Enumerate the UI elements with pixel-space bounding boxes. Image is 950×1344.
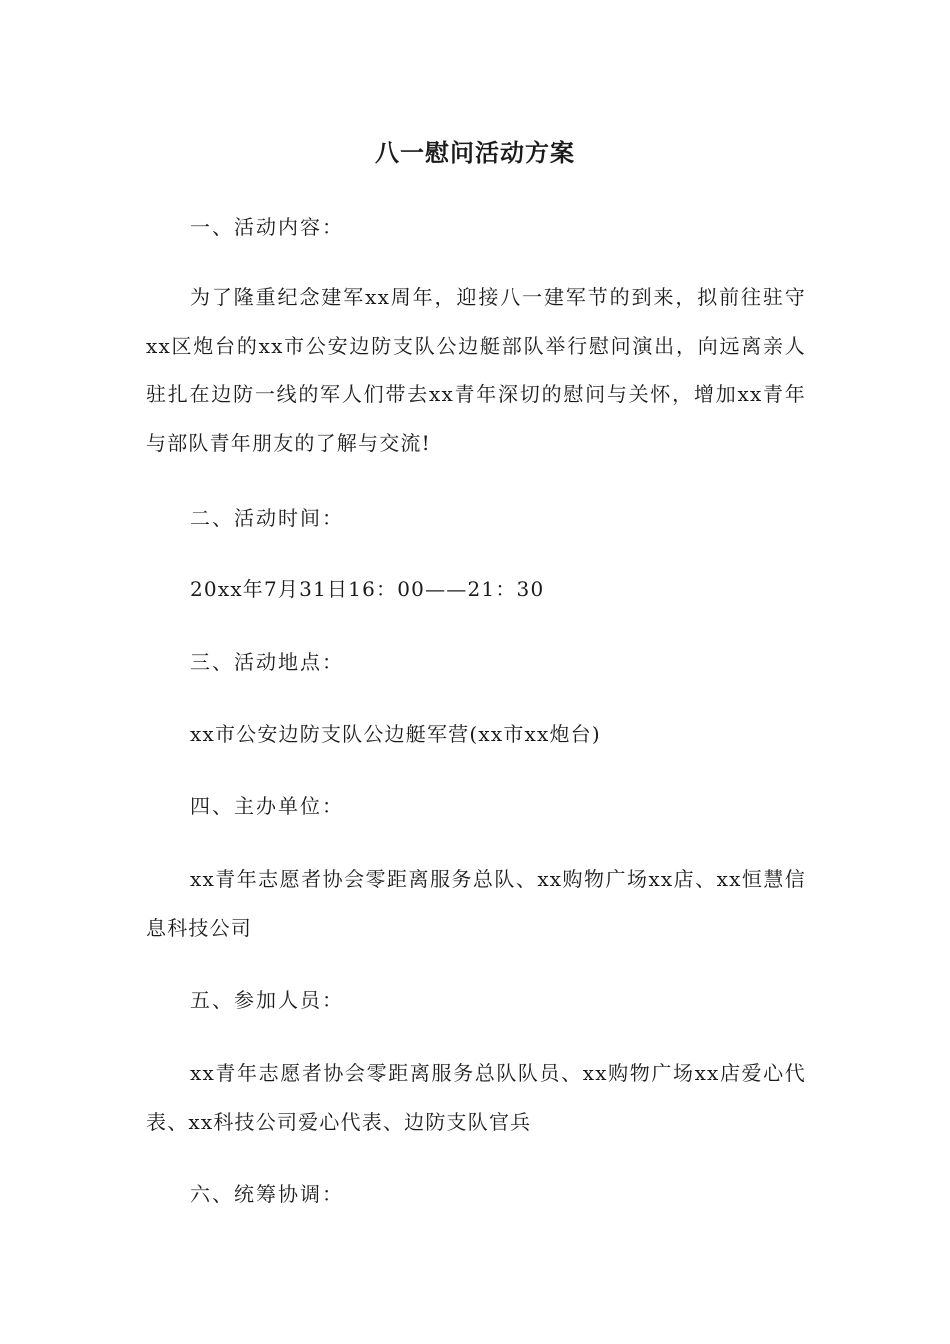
section-heading-content: 一、活动内容： <box>190 215 344 239</box>
section-heading-organizer: 四、主办单位： <box>190 794 344 818</box>
section-body-participants: xx青年志愿者协会零距离服务总队队员、xx购物广场xx店爱心代表、xx科技公司爱心代表、边防支队官兵 <box>146 1061 806 1134</box>
section-heading-time: 二、活动时间： <box>190 506 344 530</box>
section-body-organizer: xx青年志愿者协会零距离服务总队、xx购物广场xx店、xx恒慧信息科技公司 <box>146 867 806 940</box>
section-body-content: 为了隆重纪念建军xx周年，迎接八一建军节的到来，拟前往驻守xx区炮台的xx市公安边防支队公边艇部队举行慰问演出，向远离亲人驻扎在边防一线的军人们带去xx青年深切的慰问与关怀，增加xx青年与部队青年朋友的了解与交流! <box>146 285 806 455</box>
section-body-time: 20xx年7月31日16：00——21：30 <box>190 577 545 601</box>
section-heading-coordination: 六、统筹协调： <box>190 1182 344 1206</box>
document-title: 八一慰问活动方案 <box>375 138 575 167</box>
section-heading-participants: 五、参加人员： <box>190 988 344 1012</box>
section-heading-location: 三、活动地点： <box>190 650 344 674</box>
section-body-location: xx市公安边防支队公边艇军营(xx市xx炮台) <box>190 722 601 746</box>
